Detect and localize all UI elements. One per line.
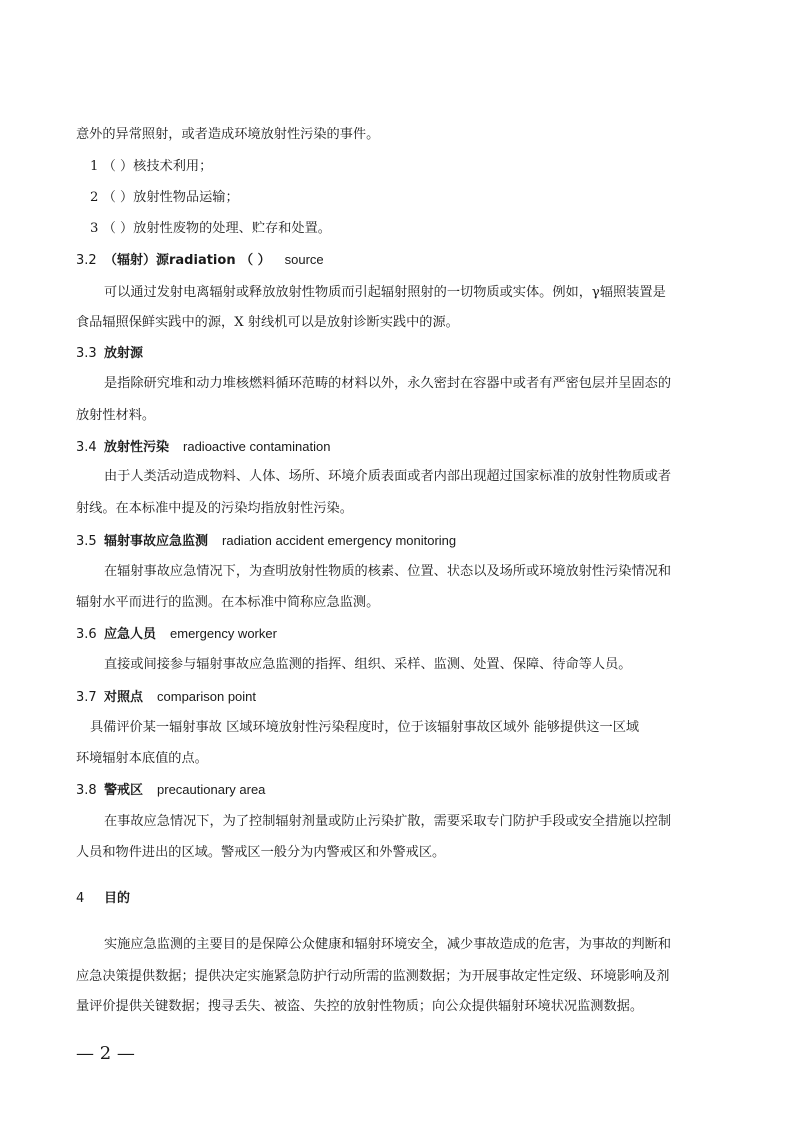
paragraph: 环境辐射本底值的点。 bbox=[76, 751, 208, 766]
paragraph: 由于人类活动造成物料、人体、场所、环境介质表面或者内部出现超过国家标准的放射性物质或者 bbox=[104, 469, 672, 484]
section-number: 3.6 bbox=[76, 627, 97, 642]
term-chinese: （辐射）源radiation （ ） bbox=[104, 253, 271, 268]
term-chinese: 应急人员 bbox=[104, 627, 157, 642]
section-heading-3-6 bbox=[76, 625, 704, 644]
paragraph: 在事故应急情况下，为了控制辐射剂量或防止污染扩散，需要采取专门防护手段或安全措施以控制 bbox=[104, 814, 672, 829]
section-number: 3.2 bbox=[76, 253, 97, 268]
paragraph: 实施应急监测的主要目的是保障公众健康和辐射环境安全，减少事故造成的危害，为事故的判断和 bbox=[104, 937, 672, 952]
section-number: 3.5 bbox=[76, 534, 97, 549]
paragraph: 放射性材料。 bbox=[76, 408, 156, 423]
section-heading-3-8 bbox=[76, 781, 704, 800]
section-heading-3-4 bbox=[76, 438, 704, 457]
section-number: 3.3 bbox=[76, 346, 97, 361]
chapter-number: 4 bbox=[76, 891, 85, 906]
chapter-heading-4 bbox=[76, 890, 704, 908]
term-english: source bbox=[284, 252, 324, 267]
paragraph: 是指除研究堆和动力堆核燃料循环范畴的材料以外，永久密封在容器中或者有严密包层并呈固态的 bbox=[104, 376, 672, 391]
paragraph: 人员和物件进出的区域。警戒区一般分为内警戒区和外警戒区。 bbox=[76, 845, 446, 860]
page-number: — 2 — bbox=[76, 1043, 135, 1064]
term-chinese: 辐射事故应急监测 bbox=[104, 534, 209, 549]
term-english: radioactive contamination bbox=[183, 439, 331, 454]
term-chinese: 放射性污染 bbox=[104, 440, 170, 455]
section-number: 3.8 bbox=[76, 783, 97, 798]
section-heading-3-2 bbox=[76, 251, 704, 270]
paragraph: 量评价提供关键数据；搜寻丢失、被盗、失控的放射性物质；向公众提供辐射环境状况监测数据。 bbox=[76, 999, 644, 1014]
term-english: precautionary area bbox=[157, 782, 266, 797]
paragraph: 可以通过发射电离辐射或释放放射性物质而引起辐射照射的一切物质或实体。例如，γ辐照装置是 bbox=[104, 285, 666, 300]
section-heading-3-3 bbox=[76, 345, 704, 363]
paragraph: 辐射水平而进行的监测。在本标准中简称应急监测。 bbox=[76, 595, 380, 610]
term-english: comparison point bbox=[157, 689, 257, 704]
paragraph: 食品辐照保鲜实践中的源，X 射线机可以是放射诊断实践中的源。 bbox=[76, 315, 459, 330]
section-heading-3-5 bbox=[76, 532, 704, 551]
section-number: 3.4 bbox=[76, 440, 97, 455]
paragraph: 射线。在本标准中提及的污染均指放射性污染。 bbox=[76, 501, 353, 516]
term-chinese: 放射源 bbox=[104, 346, 144, 361]
term-english: radiation accident emergency monitoring bbox=[222, 533, 457, 548]
list-item: 1 （ ）核技术利用； bbox=[90, 159, 213, 174]
list-item: 3 （ ）放射性废物的处理、贮存和处置。 bbox=[90, 221, 331, 236]
list-item: 2 （ ）放射性物品运输； bbox=[90, 190, 239, 205]
term-chinese: 警戒区 bbox=[104, 783, 144, 798]
term-english: emergency worker bbox=[170, 626, 277, 641]
paragraph: 应急决策提供数据；提供决定实施紧急防护行动所需的监测数据；为开展事故定性定级、环境影响及剂 bbox=[76, 969, 670, 984]
term-chinese: 对照点 bbox=[104, 690, 144, 705]
section-heading-3-7 bbox=[76, 688, 704, 707]
paragraph: 意外的异常照射，或者造成环境放射性污染的事件。 bbox=[76, 127, 380, 142]
chapter-title: 目的 bbox=[104, 891, 131, 906]
section-number: 3.7 bbox=[76, 690, 97, 705]
paragraph: 在辐射事故应急情况下，为查明放射性物质的核素、位置、状态以及场所或环境放射性污染情况和 bbox=[104, 564, 672, 579]
paragraph: 具備评价某一辐射事故 区域环境放射性污染程度时，位于该辐射事故区域外 能够提供这一区域 bbox=[90, 720, 640, 735]
paragraph: 直接或间接参与辐射事故应急监测的指挥、组织、采样、监测、处置、保障、待命等人员。 bbox=[104, 657, 632, 672]
